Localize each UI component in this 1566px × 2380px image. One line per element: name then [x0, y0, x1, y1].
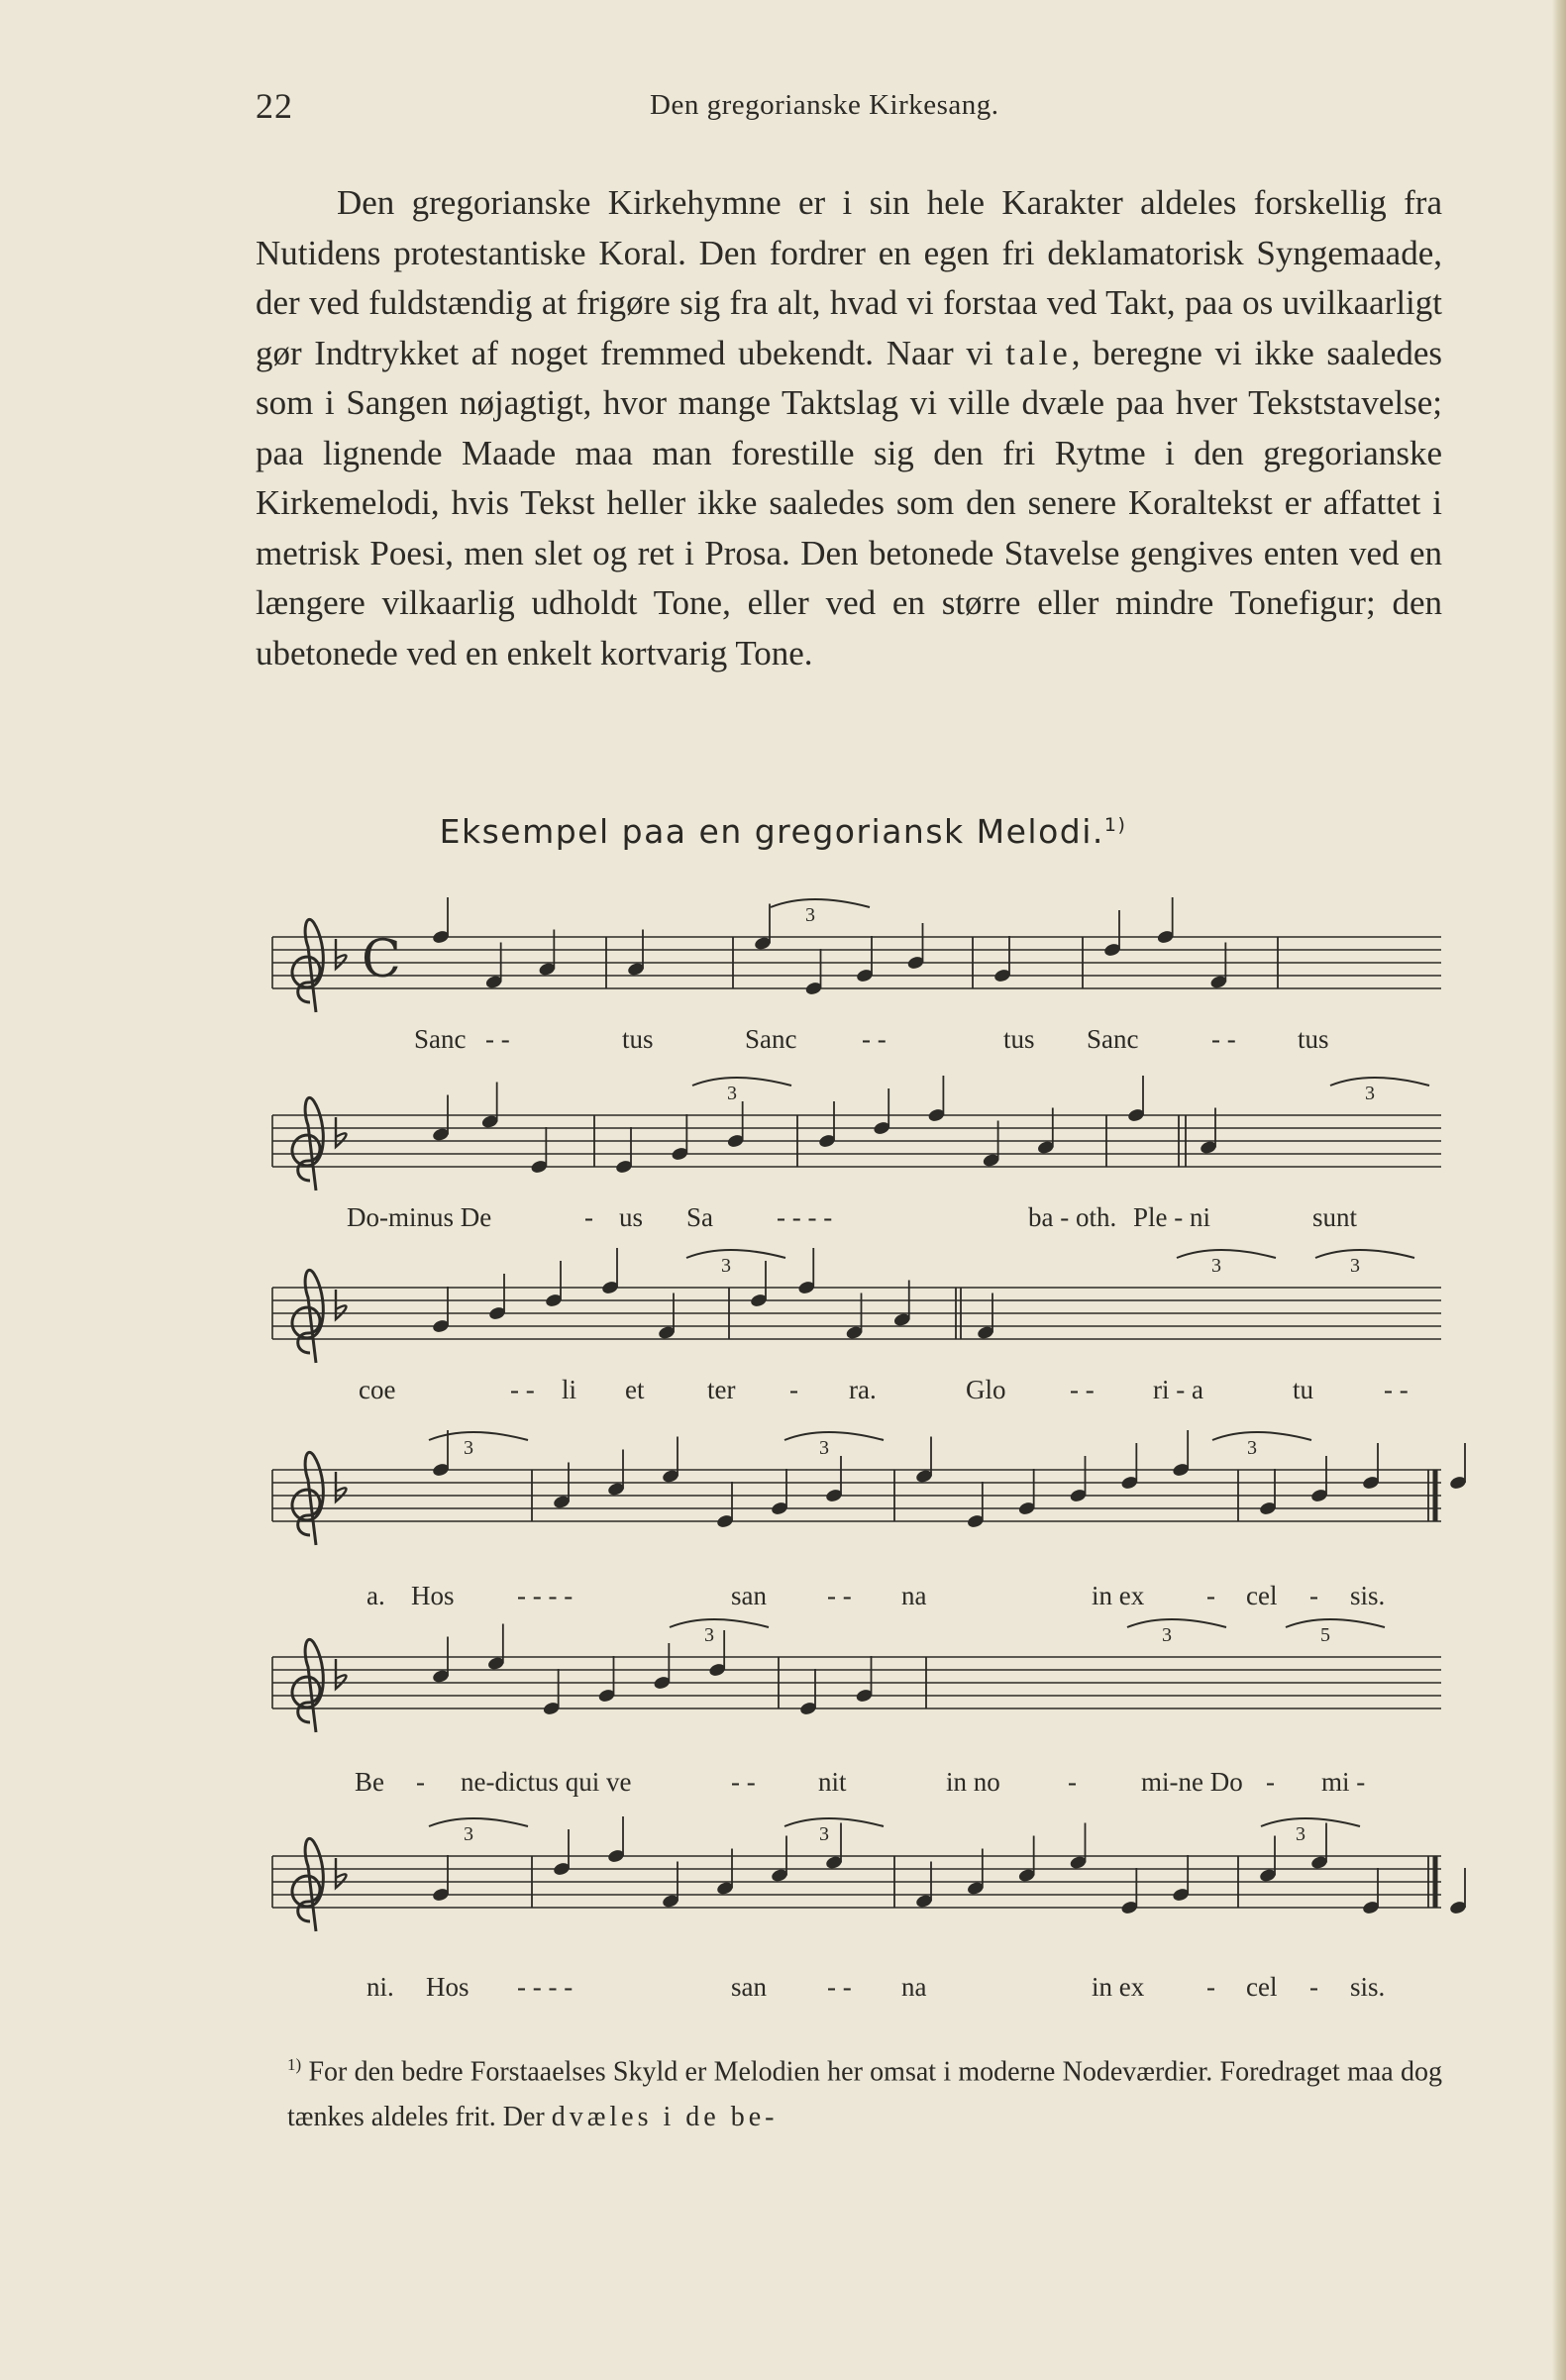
lyric-syllable: -	[1206, 1581, 1215, 1610]
tuplet-number: 3	[464, 1437, 473, 1459]
lyric-syllable: Hos	[426, 1972, 470, 2002]
lyric-syllable: -	[1309, 1581, 1318, 1610]
tuplet-number: 3	[819, 1437, 829, 1459]
lyric-syllable: ter	[707, 1375, 736, 1404]
flat-icon	[336, 1117, 347, 1147]
tuplet-number: 3	[721, 1255, 731, 1277]
lyric-syllable: - -	[1070, 1375, 1095, 1404]
slur	[1261, 1818, 1360, 1826]
slur	[1177, 1250, 1276, 1258]
time-signature: C	[362, 930, 401, 989]
paragraph-text-start: Den gregorianske Kirkehymne er i sin hele Karakter aldeles forskellig fra Nutidens protestantiske Koral. Den fordrer en egen fri deklamatorisk Syngemaade, der ved fuldstændig at frigøre sig fra alt, hvad vi forstaa ved Takt, paa os uvilkaarligt gør Indtrykket af noget fremmed ubekendt. Naar vi	[256, 183, 1442, 372]
tuplet-number: 3	[727, 1083, 737, 1104]
tuplet-number: 5	[1320, 1624, 1330, 1646]
lyric-syllable: ne-dictus qui ve	[461, 1767, 632, 1797]
slur	[784, 1818, 884, 1826]
lyric-syllable: -	[584, 1202, 593, 1232]
footnote	[287, 2042, 1442, 2140]
tuplet-number: 3	[704, 1624, 714, 1646]
lyric-syllable: na	[901, 1972, 927, 2002]
lyric-syllable: Ple - ni	[1133, 1202, 1210, 1232]
slur	[1330, 1078, 1429, 1086]
lyric-syllable: - -	[510, 1375, 535, 1404]
lyric-syllable: Sanc	[414, 1024, 467, 1054]
lyric-syllable: san	[731, 1972, 767, 2002]
lyric-syllable: Sa	[686, 1202, 713, 1232]
tuplet-number: 3	[1296, 1823, 1305, 1845]
lyric-syllable: tus	[1298, 1024, 1329, 1054]
lyric-syllable: - - - -	[517, 1972, 574, 2002]
treble-clef-icon	[292, 1639, 323, 1732]
page-number: 22	[256, 86, 293, 126]
lyric-syllable: - -	[862, 1024, 887, 1054]
tuplet-number: 3	[1211, 1255, 1221, 1277]
paragraph-text-end: , beregne vi ikke saaledes som i Sangen nøjagtigt, hvor mange Taktslag vi ville dvæle paa hver Tekststavelse; paa lignende Maade maa man forestille sig den fri Rytme i den gregorianske Kirkemelodi, hvis Tekst heller ikke saaledes som den senere Koraltekst er affattet i metrisk Poesi, men slet og ret i Prosa. Den betonede Stavelse gengives enten ved en længere vilkaarlig udholdt Tone, eller ved en større eller mindre Tonefigur; den ubetonede ved en enkelt kortvarig Tone.	[256, 333, 1442, 673]
lyric-syllable: cel	[1246, 1972, 1278, 2002]
lyric-syllable: -	[1206, 1972, 1215, 2002]
lyric-syllable: - -	[1384, 1375, 1409, 1404]
slur	[1286, 1619, 1385, 1627]
tuplet-number: 3	[1247, 1437, 1257, 1459]
emphasized-word: tale	[1005, 333, 1072, 372]
lyric-syllable: nit	[818, 1767, 847, 1797]
lyric-syllable: in no	[946, 1767, 1000, 1797]
slur	[429, 1432, 528, 1440]
tuplet-number: 3	[1162, 1624, 1172, 1646]
lyric-syllable: tus	[1003, 1024, 1035, 1054]
lyric-syllable: sis.	[1350, 1972, 1386, 2002]
lyric-syllable: - -	[731, 1767, 756, 1797]
slur	[771, 899, 870, 907]
lyric-syllable: - - - -	[777, 1202, 833, 1232]
lyric-syllable: -	[1309, 1972, 1318, 2002]
lyric-syllable: - -	[1211, 1024, 1236, 1054]
slur	[1212, 1432, 1311, 1440]
treble-clef-icon	[292, 1838, 323, 1931]
lyric-syllable: ra.	[849, 1375, 877, 1404]
slur	[692, 1078, 791, 1086]
lyric-syllable: mi-ne Do	[1141, 1767, 1243, 1797]
slur	[686, 1250, 785, 1258]
running-title: Den gregorianske Kirkesang.	[650, 89, 999, 121]
footnote-spaced-text: dvæles i de be-	[551, 2102, 779, 2133]
lyric-syllable: Hos	[411, 1581, 455, 1610]
lyric-syllable: -	[789, 1375, 798, 1404]
treble-clef-icon	[292, 919, 323, 1012]
lyric-syllable: in ex	[1092, 1581, 1145, 1610]
lyric-syllable: - -	[485, 1024, 510, 1054]
lyric-syllable: -	[1266, 1767, 1275, 1797]
lyric-syllable: a.	[366, 1581, 385, 1610]
lyric-syllable: san	[731, 1581, 767, 1610]
treble-clef-icon	[292, 1097, 323, 1190]
slur	[670, 1619, 769, 1627]
lyric-syllable: - -	[827, 1581, 852, 1610]
lyric-syllable: ni.	[366, 1972, 394, 2002]
lyric-syllable: us	[619, 1202, 644, 1232]
lyric-syllable: -	[1068, 1767, 1077, 1797]
flat-icon	[336, 1858, 347, 1888]
slur	[784, 1432, 884, 1440]
lyric-syllable: in ex	[1092, 1972, 1145, 2002]
treble-clef-icon	[292, 1270, 323, 1363]
lyric-syllable: cel	[1246, 1581, 1278, 1610]
tuplet-number: 3	[1365, 1083, 1375, 1104]
lyric-syllable: mi -	[1321, 1767, 1366, 1797]
tuplet-number: 3	[1350, 1255, 1360, 1277]
lyric-syllable: sis.	[1350, 1581, 1386, 1610]
lyric-syllable: na	[901, 1581, 927, 1610]
tuplet-number: 3	[819, 1823, 829, 1845]
footnote-marker: 1)	[287, 2055, 302, 2074]
lyric-syllable: Be	[355, 1767, 384, 1797]
example-title-text: Eksempel paa en gregoriansk Melodi.	[439, 812, 1104, 851]
treble-clef-icon	[292, 1452, 323, 1545]
lyric-syllable: li	[562, 1375, 577, 1404]
flat-icon	[336, 1472, 347, 1501]
example-footnote-marker: 1)	[1103, 814, 1127, 836]
lyric-syllable: tus	[622, 1024, 654, 1054]
footnote-text: For den bedre Forstaaelses Skyld er Melodien her omsat i moderne Nodeværdier. Foredraget maa dog tænkes aldeles frit. Der	[287, 2056, 1443, 2133]
slur	[1315, 1250, 1414, 1258]
lyric-syllable: sunt	[1312, 1202, 1358, 1232]
lyric-syllable: - - - -	[517, 1581, 574, 1610]
lyric-syllable: Sanc	[1087, 1024, 1139, 1054]
flat-icon	[336, 939, 347, 969]
tuplet-number: 3	[464, 1823, 473, 1845]
lyric-syllable: coe	[359, 1375, 396, 1404]
lyric-syllable: ri - a	[1153, 1375, 1203, 1404]
flat-icon	[336, 1290, 347, 1319]
lyric-syllable: Do-minus De	[347, 1202, 492, 1232]
lyric-syllable: -	[416, 1767, 425, 1797]
tuplet-number: 3	[805, 904, 815, 926]
slur	[1127, 1619, 1226, 1627]
slur	[429, 1818, 528, 1826]
lyric-syllable: - -	[827, 1972, 852, 2002]
lyric-syllable: tu	[1293, 1375, 1314, 1404]
lyric-syllable: ba - oth.	[1028, 1202, 1117, 1232]
lyric-syllable: Sanc	[745, 1024, 797, 1054]
lyric-syllable: et	[625, 1375, 645, 1404]
lyric-syllable: Glo	[966, 1375, 1006, 1404]
flat-icon	[336, 1659, 347, 1689]
